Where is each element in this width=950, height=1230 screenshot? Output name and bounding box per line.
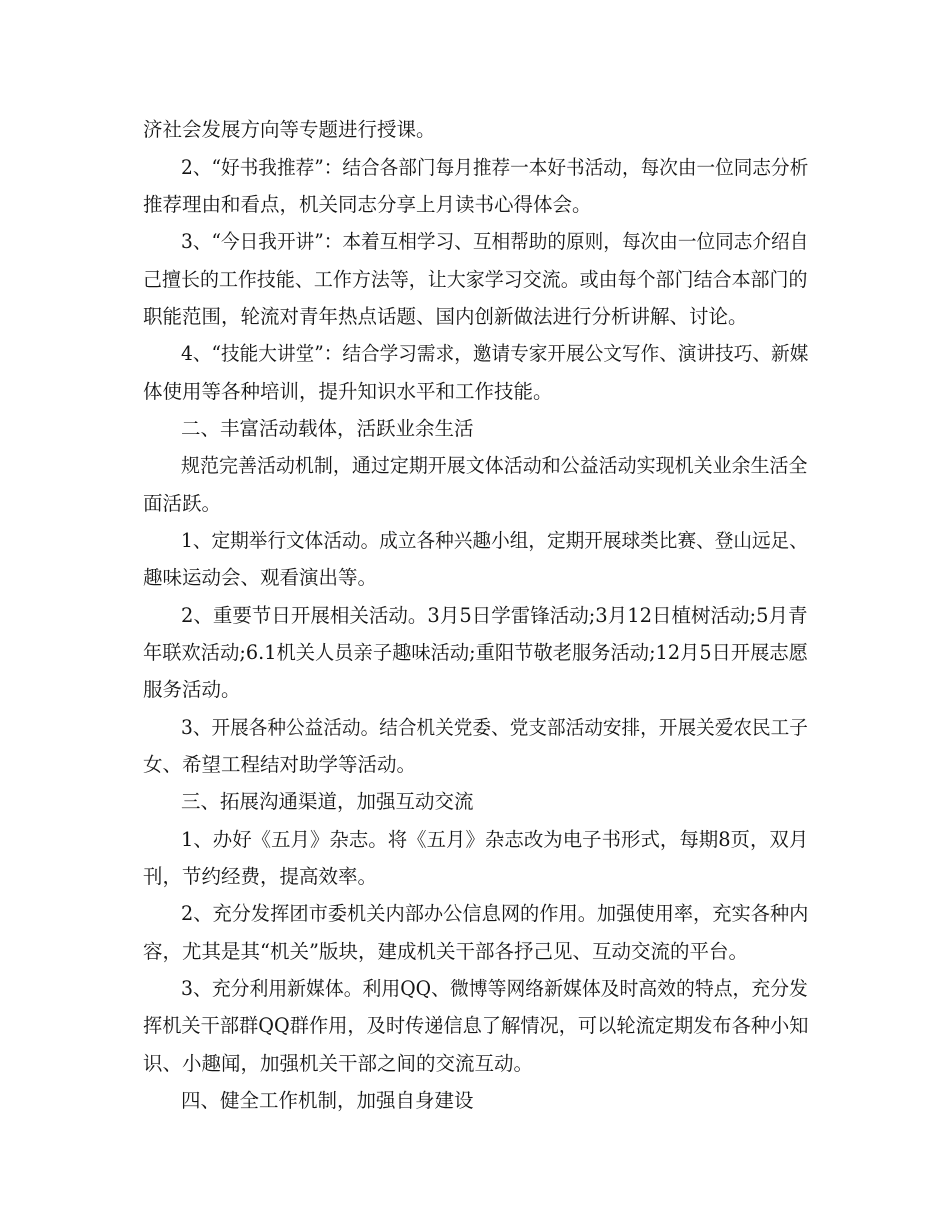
section-heading: 四、健全工作机制，加强自身建设 — [181, 1089, 474, 1112]
paragraph-line: 刊，节约经费，提高效率。 — [143, 865, 378, 888]
paragraph-line: 识、小趣闻，加强机关干部之间的交流互动。 — [143, 1052, 534, 1075]
paragraph-line: 3、开展各种公益活动。结合机关党委、党支部活动安排，开展关爱农民工子 — [181, 716, 808, 739]
section-heading: 三、拓展沟通渠道，加强互动交流 — [181, 790, 474, 813]
paragraph-line: 推荐理由和看点，机关同志分享上月读书心得体会。 — [143, 193, 592, 216]
paragraph-line: 女、希望工程结对助学等活动。 — [143, 753, 417, 776]
paragraph-line: 体使用等各种培训，提升知识水平和工作技能。 — [143, 380, 553, 403]
paragraph-line: 1、办好《五月》杂志。将《五月》杂志改为电子书形式，每期8页，双月 — [181, 828, 809, 851]
paragraph-line: 服务活动。 — [143, 678, 241, 701]
paragraph-line: 容，尤其是其“机关”版块，建成机关干部各抒己见、互动交流的平台。 — [143, 940, 748, 963]
paragraph-line: 2、重要节日开展相关活动。3月5日学雷锋活动;3月12日植树活动;5月青 — [181, 604, 808, 627]
paragraph-line: 济社会发展方向等专题进行授课。 — [143, 118, 436, 141]
paragraph-line: 趣味运动会、观看演出等。 — [143, 566, 378, 589]
paragraph-line: 面活跃。 — [143, 492, 222, 515]
paragraph-line: 规范完善活动机制，通过定期开展文体活动和公益活动实现机关业余生活全 — [181, 454, 808, 477]
paragraph-line: 职能范围，轮流对青年热点话题、国内创新做法进行分析讲解、讨论。 — [143, 305, 748, 328]
paragraph-line: 2、充分发挥团市委机关内部办公信息网的作用。加强使用率，充实各种内 — [181, 902, 809, 925]
paragraph-line: 挥机关干部群QQ群作用，及时传递信息了解情况，可以轮流定期发布各种小知 — [143, 1014, 809, 1037]
paragraph-line: 3、“今日我开讲”：本着互相学习、互相帮助的原则，每次由一位同志介绍自 — [181, 230, 809, 253]
section-heading: 二、丰富活动载体，活跃业余生活 — [181, 417, 474, 440]
paragraph-line: 年联欢活动;6.1机关人员亲子趣味活动;重阳节敬老服务活动;12月5日开展志愿 — [143, 641, 808, 664]
paragraph-line: 3、充分利用新媒体。利用QQ、微博等网络新媒体及时高效的特点，充分发 — [181, 977, 808, 1000]
paragraph-line: 己擅长的工作技能、工作方法等，让大家学习交流。或由每个部门结合本部门的 — [143, 268, 808, 291]
paragraph-line: 2、“好书我推荐”：结合各部门每月推荐一本好书活动，每次由一位同志分析 — [181, 156, 809, 179]
paragraph-line: 1、定期举行文体活动。成立各种兴趣小组，定期开展球类比赛、登山远足、 — [181, 529, 808, 552]
paragraph-line: 4、“技能大讲堂”：结合学习需求，邀请专家开展公文写作、演讲技巧、新媒 — [181, 342, 809, 365]
